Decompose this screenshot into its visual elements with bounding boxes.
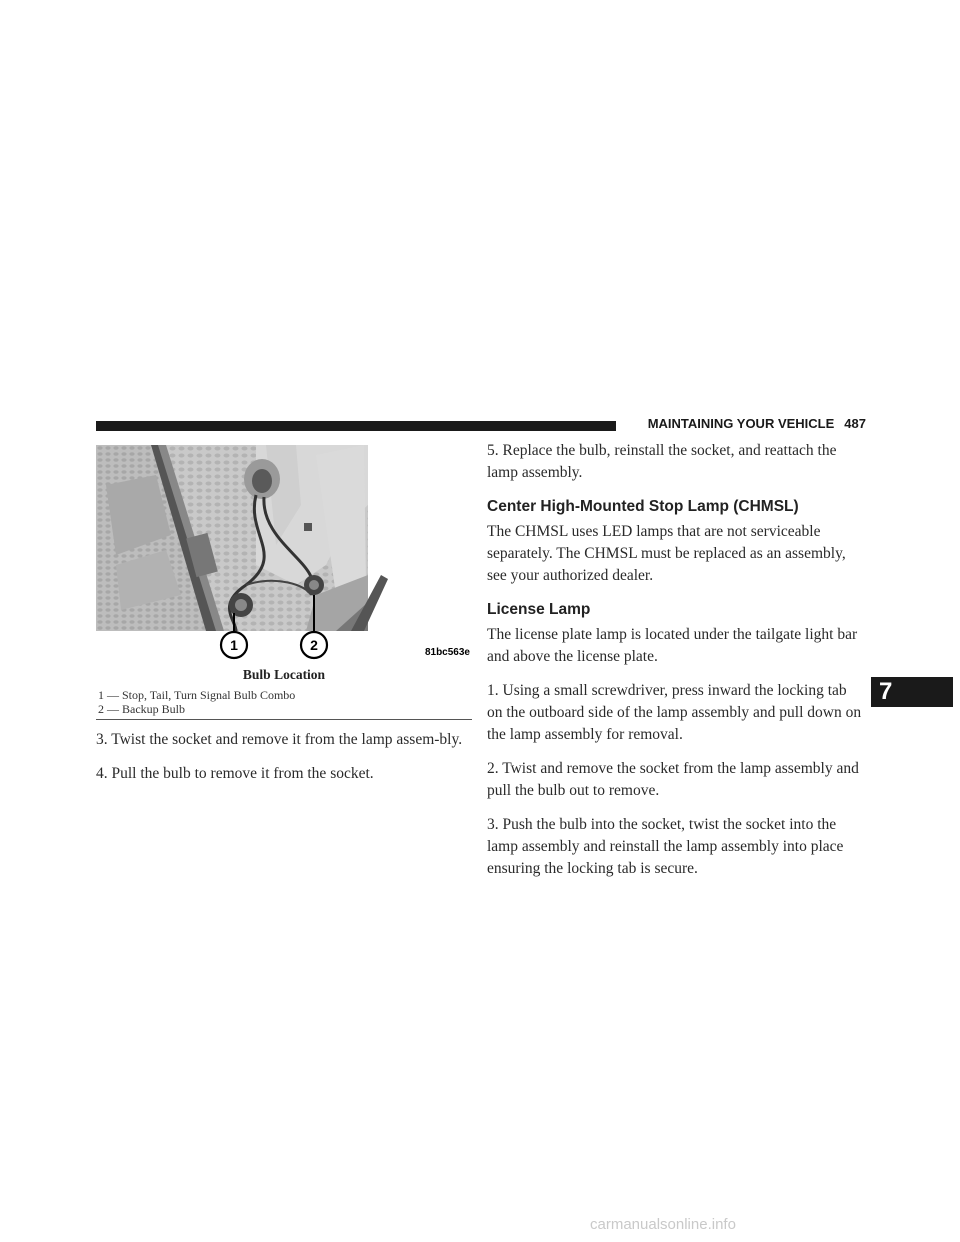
license-step-1: 1. Using a small screwdriver, press inward the locking tab on the outboard side of the lamp assembly and pull down on the lamp assembly for removal. (487, 682, 862, 743)
license-step-2: 2. Twist and remove the socket from the lamp assembly and pull the bulb out to remove. (487, 760, 859, 799)
header-rule (96, 421, 616, 431)
figure-caption: Bulb Location (242, 667, 326, 682)
license-step-3: 3. Push the bulb into the socket, twist the socket into the lamp assembly and reinstall the lamp assembly into place ensuring the locking tab is secure. (487, 816, 844, 877)
left-column (96, 729, 472, 797)
step-4-text: 4. Pull the bulb to remove it from the socket. (96, 765, 374, 782)
license-lamp-heading: License Lamp (487, 601, 591, 618)
page-header (620, 416, 866, 431)
legend-divider (96, 719, 472, 720)
legend-item: 2 — Backup Bulb (98, 702, 185, 716)
watermark: carmanualsonline.info (590, 1216, 736, 1233)
image-code: 81bc563e (424, 647, 470, 658)
callout-2-label: 2 (310, 637, 318, 653)
figure-legend (98, 688, 472, 716)
step-5-text: 5. Replace the bulb, reinstall the socket, and reattach the lamp assembly. (487, 442, 837, 481)
chmsl-text: The CHMSL uses LED lamps that are not serviceable separately. The CHMSL must be replaced as an assembly, see your authorized dealer. (487, 523, 846, 584)
right-column (487, 440, 865, 892)
chmsl-heading: Center High-Mounted Stop Lamp (CHMSL) (487, 498, 799, 515)
step-3-text: 3. Twist the socket and remove it from the lamp assem-bly. (96, 731, 463, 748)
bulb-location-illustration (96, 445, 472, 663)
license-lamp-text: The license plate lamp is located under the tailgate light bar and above the license plate. (487, 626, 858, 665)
chapter-tab: 7 (871, 677, 953, 707)
page-number: 487 (844, 416, 866, 431)
legend-item: 1 — Stop, Tail, Turn Signal Bulb Combo (98, 688, 296, 702)
section-title: MAINTAINING YOUR VEHICLE (647, 416, 835, 431)
callout-1-label: 1 (230, 637, 238, 653)
